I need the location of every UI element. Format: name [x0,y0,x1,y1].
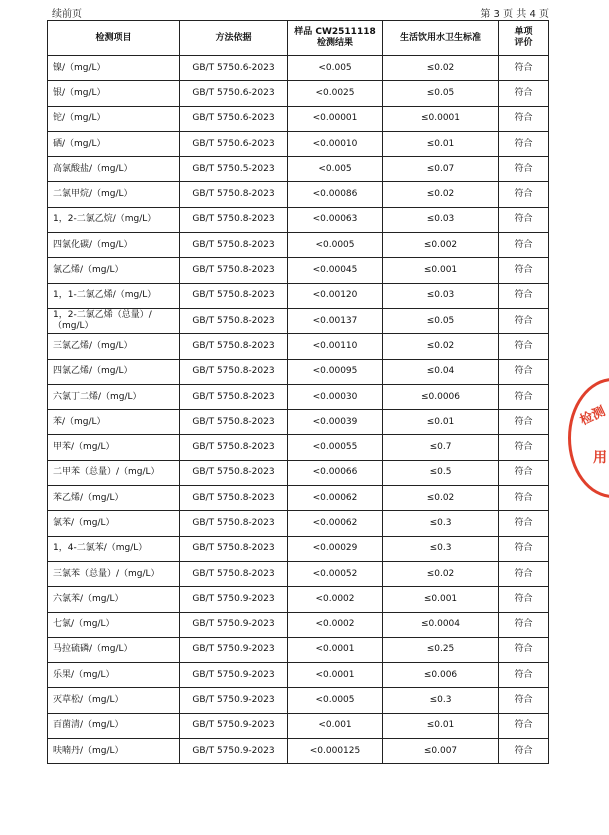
table-row [48,739,549,764]
cell-result: <0.00086 [288,182,383,207]
cell-limit: ≤0.3 [383,688,499,713]
table-row [48,106,549,131]
cell-result: <0.00137 [288,308,383,333]
cell-item: 1，2-二氯乙烯（总量）/（mg/L） [48,308,180,333]
cell-evaluation: 符合 [499,713,549,738]
table-row [48,359,549,384]
cell-method: GB/T 5750.8-2023 [180,460,288,485]
cell-item: 1，1-二氯乙烯/（mg/L） [48,283,180,308]
cell-item: 马拉硫磷/（mg/L） [48,637,180,662]
cell-item: 二氯甲烷/（mg/L） [48,182,180,207]
table-row [48,410,549,435]
test-results-table [47,20,549,764]
cell-evaluation: 符合 [499,233,549,258]
cell-limit: ≤0.25 [383,637,499,662]
table-row [48,384,549,409]
cell-method: GB/T 5750.8-2023 [180,182,288,207]
cell-result: <0.00063 [288,207,383,232]
cell-result: <0.00120 [288,283,383,308]
table-row [48,486,549,511]
cell-limit: ≤0.03 [383,207,499,232]
cell-method: GB/T 5750.8-2023 [180,410,288,435]
cell-result: <0.0002 [288,612,383,637]
cell-limit: ≤0.7 [383,435,499,460]
cell-limit: ≤0.01 [383,131,499,156]
table-row [48,334,549,359]
table-row [48,587,549,612]
cell-result: <0.0005 [288,688,383,713]
cell-result: <0.0001 [288,637,383,662]
cell-method: GB/T 5750.8-2023 [180,233,288,258]
cell-method: GB/T 5750.6-2023 [180,106,288,131]
cell-item: 1，2-二氯乙烷/（mg/L） [48,207,180,232]
cell-item: 六氯丁二烯/（mg/L） [48,384,180,409]
cell-limit: ≤0.3 [383,536,499,561]
cell-result: <0.00095 [288,359,383,384]
cell-result: <0.00062 [288,486,383,511]
cell-result: <0.00055 [288,435,383,460]
cell-evaluation: 符合 [499,435,549,460]
cell-evaluation: 符合 [499,460,549,485]
cell-evaluation: 符合 [499,663,549,688]
cell-limit: ≤0.01 [383,410,499,435]
cell-limit: ≤0.3 [383,511,499,536]
cell-item: 氯苯/（mg/L） [48,511,180,536]
cell-result: <0.00030 [288,384,383,409]
cell-evaluation: 符合 [499,131,549,156]
cell-item: 氯乙烯/（mg/L） [48,258,180,283]
cell-method: GB/T 5750.8-2023 [180,207,288,232]
cell-method: GB/T 5750.9-2023 [180,637,288,662]
cell-item: 苯乙烯/（mg/L） [48,486,180,511]
cell-method: GB/T 5750.6-2023 [180,131,288,156]
table-row [48,637,549,662]
table-row [48,182,549,207]
table-body [48,56,549,764]
column-header-item: 检测项目 [48,21,180,56]
cell-method: GB/T 5750.6-2023 [180,81,288,106]
page-info: 第 3 页 共 4 页 [480,9,549,20]
cell-method: GB/T 5750.8-2023 [180,486,288,511]
cell-method: GB/T 5750.9-2023 [180,739,288,764]
cell-limit: ≤0.006 [383,663,499,688]
cell-item: 灭草松/（mg/L） [48,688,180,713]
cell-item: 三氯乙烯/（mg/L） [48,334,180,359]
column-header-method: 方法依据 [180,21,288,56]
cell-result: <0.00066 [288,460,383,485]
cell-item: 六氯苯/（mg/L） [48,587,180,612]
cell-limit: ≤0.04 [383,359,499,384]
cell-result: <0.00039 [288,410,383,435]
cell-item: 银/（mg/L） [48,81,180,106]
cell-limit: ≤0.001 [383,258,499,283]
cell-item: 甲苯/（mg/L） [48,435,180,460]
cell-method: GB/T 5750.8-2023 [180,384,288,409]
cell-evaluation: 符合 [499,283,549,308]
cell-result: <0.005 [288,56,383,81]
cell-item: 铊/（mg/L） [48,106,180,131]
table-row [48,308,549,333]
cell-limit: ≤0.002 [383,233,499,258]
table-row [48,207,549,232]
table-row [48,663,549,688]
table-row [48,511,549,536]
cell-limit: ≤0.07 [383,157,499,182]
cell-evaluation: 符合 [499,359,549,384]
table-row [48,56,549,81]
cell-evaluation: 符合 [499,410,549,435]
cell-method: GB/T 5750.5-2023 [180,157,288,182]
cell-result: <0.00062 [288,511,383,536]
cell-evaluation: 符合 [499,157,549,182]
cell-evaluation: 符合 [499,561,549,586]
column-header-result: 样品 CW2511118 检测结果 [288,21,383,56]
table-row [48,713,549,738]
cell-evaluation: 符合 [499,308,549,333]
cell-limit: ≤0.001 [383,587,499,612]
cell-result: <0.0025 [288,81,383,106]
cell-method: GB/T 5750.9-2023 [180,663,288,688]
table-header-row [48,21,549,56]
cell-evaluation: 符合 [499,56,549,81]
cell-limit: ≤0.05 [383,81,499,106]
cell-limit: ≤0.03 [383,283,499,308]
cell-result: <0.005 [288,157,383,182]
cell-evaluation: 符合 [499,182,549,207]
cell-result: <0.00110 [288,334,383,359]
cell-result: <0.00010 [288,131,383,156]
cell-limit: ≤0.02 [383,486,499,511]
cell-method: GB/T 5750.8-2023 [180,511,288,536]
cell-method: GB/T 5750.8-2023 [180,334,288,359]
cell-item: 镍/（mg/L） [48,56,180,81]
cell-method: GB/T 5750.8-2023 [180,536,288,561]
table-row [48,131,549,156]
cell-evaluation: 符合 [499,486,549,511]
cell-method: GB/T 5750.8-2023 [180,283,288,308]
cell-limit: ≤0.0001 [383,106,499,131]
table-row [48,460,549,485]
table-row [48,688,549,713]
cell-result: <0.00029 [288,536,383,561]
cell-evaluation: 符合 [499,612,549,637]
cell-result: <0.0002 [288,587,383,612]
stamp-text-bottom: 用 [593,450,607,466]
cell-evaluation: 符合 [499,688,549,713]
cell-evaluation: 符合 [499,207,549,232]
cell-limit: ≤0.02 [383,182,499,207]
column-header-evaluation: 单项 评价 [499,21,549,56]
cell-result: <0.00001 [288,106,383,131]
cell-method: GB/T 5750.8-2023 [180,308,288,333]
cell-method: GB/T 5750.9-2023 [180,713,288,738]
cell-limit: ≤0.0006 [383,384,499,409]
cell-item: 呋喃丹/（mg/L） [48,739,180,764]
cell-item: 四氯化碳/（mg/L） [48,233,180,258]
cell-item: 苯/（mg/L） [48,410,180,435]
table-row [48,536,549,561]
cell-limit: ≤0.05 [383,308,499,333]
table-row [48,233,549,258]
cell-evaluation: 符合 [499,637,549,662]
column-header-standard: 生活饮用水卫生标准 [383,21,499,56]
cell-result: <0.00052 [288,561,383,586]
cell-item: 三氯苯（总量）/（mg/L） [48,561,180,586]
cell-method: GB/T 5750.8-2023 [180,435,288,460]
cell-item: 硒/（mg/L） [48,131,180,156]
cell-method: GB/T 5750.8-2023 [180,359,288,384]
table-row [48,157,549,182]
cell-result: <0.0001 [288,663,383,688]
cell-method: GB/T 5750.9-2023 [180,587,288,612]
cell-evaluation: 符合 [499,258,549,283]
cell-method: GB/T 5750.9-2023 [180,612,288,637]
cell-evaluation: 符合 [499,536,549,561]
continued-label: 续前页 [52,9,82,20]
cell-item: 高氯酸盐/（mg/L） [48,157,180,182]
red-seal-stamp [568,378,609,498]
cell-item: 乐果/（mg/L） [48,663,180,688]
cell-evaluation: 符合 [499,739,549,764]
cell-method: GB/T 5750.8-2023 [180,561,288,586]
table-row [48,561,549,586]
cell-method: GB/T 5750.8-2023 [180,258,288,283]
cell-evaluation: 符合 [499,334,549,359]
cell-limit: ≤0.02 [383,334,499,359]
cell-limit: ≤0.0004 [383,612,499,637]
table-row [48,283,549,308]
cell-evaluation: 符合 [499,81,549,106]
cell-item: 1，4-二氯苯/（mg/L） [48,536,180,561]
table-row [48,612,549,637]
cell-item: 七氯/（mg/L） [48,612,180,637]
cell-evaluation: 符合 [499,106,549,131]
cell-method: GB/T 5750.9-2023 [180,688,288,713]
cell-evaluation: 符合 [499,511,549,536]
cell-item: 二甲苯（总量）/（mg/L） [48,460,180,485]
cell-item: 百菌清/（mg/L） [48,713,180,738]
cell-result: <0.000125 [288,739,383,764]
cell-result: <0.00045 [288,258,383,283]
cell-method: GB/T 5750.6-2023 [180,56,288,81]
table-row [48,435,549,460]
cell-evaluation: 符合 [499,384,549,409]
table-row [48,258,549,283]
stamp-text-top: 检测 [577,404,608,429]
cell-result: <0.0005 [288,233,383,258]
table-row [48,81,549,106]
cell-limit: ≤0.02 [383,561,499,586]
cell-limit: ≤0.02 [383,56,499,81]
cell-limit: ≤0.01 [383,713,499,738]
cell-limit: ≤0.5 [383,460,499,485]
cell-result: <0.001 [288,713,383,738]
cell-item: 四氯乙烯/（mg/L） [48,359,180,384]
cell-evaluation: 符合 [499,587,549,612]
cell-limit: ≤0.007 [383,739,499,764]
